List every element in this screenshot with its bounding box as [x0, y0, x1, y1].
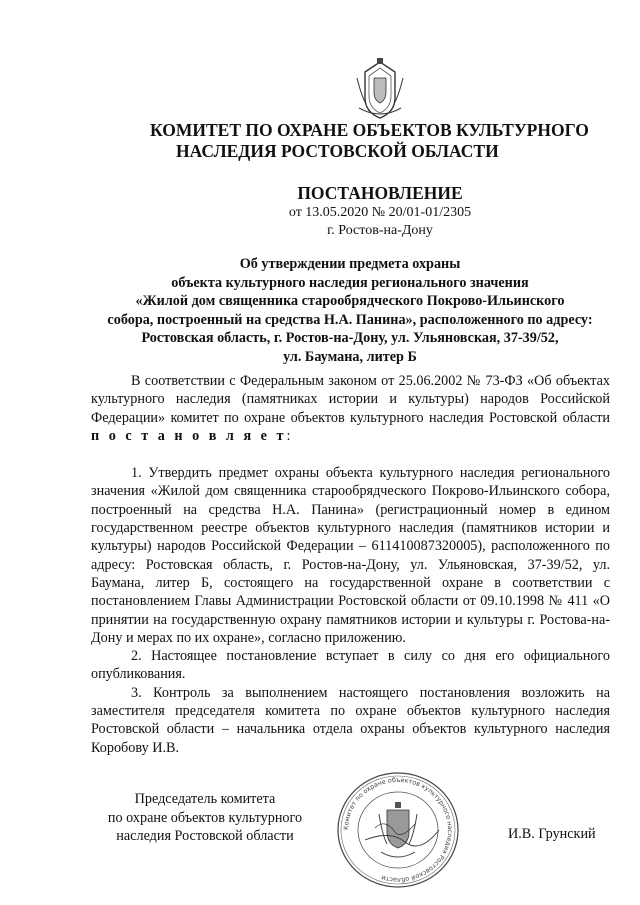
decree-word: п о с т а н о в л я е т — [91, 427, 287, 444]
document-date-number: от 13.05.2020 № 20/01-01/2305 — [288, 205, 472, 220]
committee-name — [150, 120, 590, 162]
signatory-name: И.В. Грунский — [508, 826, 596, 842]
committee-name-line1: КОМИТЕТ ПО ОХРАНЕ ОБЪЕКТОВ КУЛЬТУРНОГО — [150, 120, 589, 140]
subject-line: Ростовская область, г. Ростов-на-Дону, ул. Ульяновская, 37-39/52, — [141, 330, 559, 347]
signatory-title-line1: Председатель комитета — [134, 791, 276, 807]
subject-line: Об утверждении предмета охраны — [239, 256, 461, 272]
subject-line: объекта культурного наследия регионального значения — [171, 274, 529, 291]
decree-colon: : — [286, 427, 291, 444]
item-3-paragraph: 3. Контроль за выполнением настоящего постановления возложить на заместителя председателя комитета по охране объектов культурного наследия Ростовской области – начальника отдела охраны объектов культурного наследия Коробову И.В. — [91, 684, 610, 756]
document-subject — [100, 255, 600, 367]
signatory-title-line3: наследия Ростовской области — [116, 828, 294, 844]
coat-of-arms-emblem-icon — [355, 58, 405, 120]
preamble-paragraph — [91, 372, 610, 445]
seal-ring-text: Комитет по охране объектов культурного наследия Ростовской области — [341, 775, 455, 885]
official-seal-stamp — [335, 770, 461, 890]
document-type-title: ПОСТАНОВЛЕНИЕ — [297, 183, 463, 203]
document-body — [91, 372, 610, 757]
subject-line: собора, построенный на средства Н.А. Панина», расположенного по адресу: — [107, 311, 593, 328]
subject-line: «Жилой дом священника старообрядческого Покрово-Ильинского — [135, 293, 565, 310]
signatory-title — [90, 790, 320, 846]
subject-line: ул. Баумана, литер Б — [283, 348, 417, 365]
document-city: г. Ростов-на-Дону — [327, 223, 433, 238]
item-1-paragraph: 1. Утвердить предмет охраны объекта культурного наследия регионального значения «Жилой дом священника старообрядческого Покрово-Ильинского собора, построенный на средства Н.А. Панина» (регистрационный номер в едином государственном реестре объектов культурного наследия (памятников истории и культуры) народов Российской Федерации – 611410087320005), расположенного по адресу: Ростовская область, г. Ростов-на-Дону, ул. Ульяновская, 37-39/52, ул. Баумана, литер Б, состоящего на государственной охране в соответствии с постановлением Главы Администрации Ростовской области от 09.10.1998 № 411 «О принятии на государственную охрану памятников истории и культуры г. Ростова-на-Дону и мерах по их охране», согласно приложению. — [91, 465, 610, 646]
item-2-paragraph: 2. Настоящее постановление вступает в силу со дня его официального опубликования. — [91, 648, 610, 683]
preamble-text: В соответствии с Федеральным законом от 25.06.2002 № 73-ФЗ «Об объектах культурного наследия (памятниках истории и культуры) народов Российской Федерации» комитет по охране объектов культурного наследия Ростовской области — [91, 373, 610, 426]
signatory-title-line2: по охране объектов культурного — [107, 809, 303, 826]
committee-name-line2: НАСЛЕДИЯ РОСТОВСКОЙ ОБЛАСТИ — [176, 141, 499, 161]
